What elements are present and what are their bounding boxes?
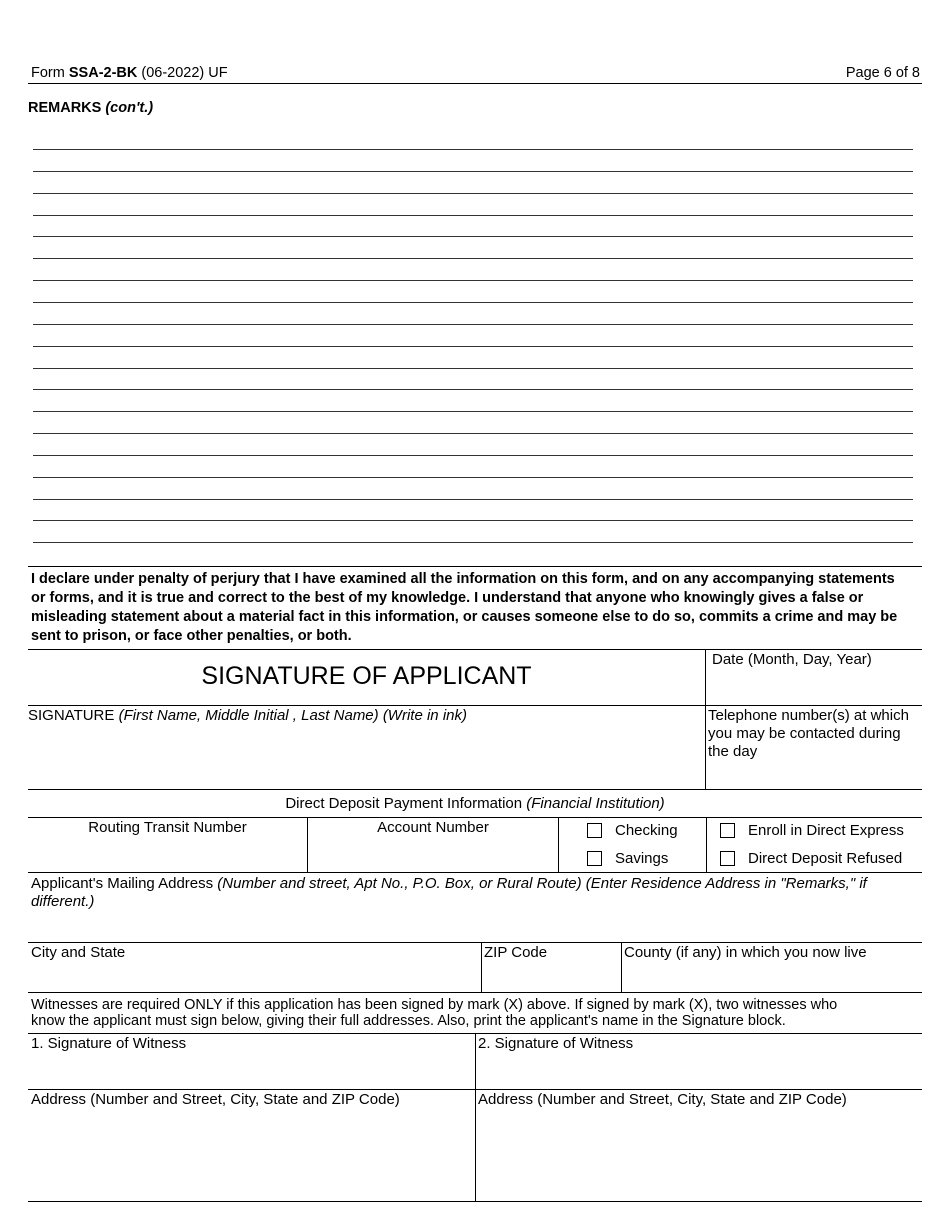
- remarks-cont: (con't.): [105, 100, 154, 116]
- remarks-writing-line[interactable]: [33, 542, 913, 543]
- date-field[interactable]: [706, 650, 921, 704]
- remarks-writing-line[interactable]: [33, 520, 913, 521]
- account-number-label: Account Number: [377, 819, 489, 836]
- remarks-writing-line[interactable]: [33, 171, 913, 172]
- remarks-writing-line[interactable]: [33, 193, 913, 194]
- remarks-heading: [28, 99, 153, 117]
- witness-1-address-label: Address (Number and Street, City, State and ZIP Code): [31, 1091, 400, 1108]
- deposit-header-rule: [28, 817, 922, 818]
- savings-checkbox[interactable]: [587, 851, 602, 866]
- remarks-writing-line[interactable]: [33, 215, 913, 216]
- signature-hint: (First Name, Middle Initial , Last Name) (Write in ink): [118, 707, 467, 724]
- witness-note-line-2: know the applicant must sign below, giving their full addresses. Also, print the applicant's name in the Signature block.: [31, 1013, 786, 1029]
- remarks-writing-line[interactable]: [33, 368, 913, 369]
- witness-2-address-label: Address (Number and Street, City, State and ZIP Code): [478, 1091, 847, 1108]
- direct-express-label: Enroll in Direct Express: [748, 822, 904, 839]
- address-rule: [28, 942, 922, 943]
- remarks-label: REMARKS: [28, 100, 102, 116]
- city-state-label: City and State: [31, 944, 126, 961]
- remarks-writing-line[interactable]: [33, 411, 913, 412]
- zip-code-field[interactable]: [482, 963, 620, 991]
- witness-note: [31, 997, 919, 1029]
- direct-deposit-title: [28, 795, 922, 813]
- remarks-writing-line[interactable]: [33, 455, 913, 456]
- remarks-writing-line[interactable]: [33, 302, 913, 303]
- witness-note-line-1: Witnesses are required ONLY if this application has been signed by mark (X) above. If signed by mark (X), two witnesses who: [31, 997, 838, 1013]
- checking-label: Checking: [615, 822, 678, 839]
- mailing-address-hint: (Number and street, Apt No., P.O. Box, or Rural Route) (Enter Residence Address in "Remarks," if different.): [31, 875, 867, 910]
- date-field-label: Date (Month, Day, Year): [712, 651, 872, 668]
- witness-mid-rule: [28, 1089, 922, 1090]
- witness-2-signature-field[interactable]: [476, 1054, 921, 1088]
- mailing-address-field[interactable]: [29, 912, 921, 942]
- remarks-writing-line[interactable]: [33, 280, 913, 281]
- witness-1-signature-label: 1. Signature of Witness: [31, 1035, 187, 1052]
- remarks-writing-line[interactable]: [33, 499, 913, 500]
- mailing-address-label-text: Applicant's Mailing Address: [31, 875, 214, 892]
- header-divider: [28, 83, 922, 84]
- remarks-writing-line[interactable]: [33, 258, 913, 259]
- form-id: SSA-2-BK: [68, 65, 138, 81]
- signature-field-label: [28, 707, 467, 725]
- signature-title: SIGNATURE OF APPLICANT: [201, 662, 532, 690]
- routing-number-label: Routing Transit Number: [88, 819, 247, 836]
- county-label: County (if any) in which you now live: [624, 944, 867, 961]
- city-state-field[interactable]: [29, 963, 480, 991]
- deposit-divider-2: [558, 817, 559, 872]
- deposit-refused-checkbox[interactable]: [720, 851, 735, 866]
- account-number-field[interactable]: [309, 838, 557, 871]
- telephone-field-label: Telephone number(s) at which you may be contacted during the day: [708, 707, 909, 760]
- witness-2-signature-label: 2. Signature of Witness: [478, 1035, 634, 1052]
- routing-number-field[interactable]: [29, 838, 306, 871]
- witness-1-signature-field[interactable]: [29, 1054, 474, 1088]
- direct-deposit-title-hint: (Financial Institution): [526, 795, 665, 812]
- savings-label: Savings: [615, 850, 669, 867]
- form-number: [31, 64, 228, 82]
- signature-mid-rule: [28, 705, 922, 706]
- form-prefix: Form: [31, 65, 65, 81]
- form-edition: (06-2022) UF: [141, 65, 228, 81]
- page-number: Page 6 of 8: [845, 65, 920, 81]
- signature-label: SIGNATURE: [28, 707, 115, 724]
- remarks-writing-line[interactable]: [33, 149, 913, 150]
- county-field[interactable]: [622, 963, 921, 991]
- city-bottom-rule: [28, 992, 922, 993]
- witness-2-address-field[interactable]: [476, 1110, 921, 1200]
- checking-checkbox[interactable]: [587, 823, 602, 838]
- telephone-field[interactable]: [706, 765, 921, 788]
- witness-bottom-rule: [28, 1201, 922, 1202]
- direct-express-checkbox[interactable]: [720, 823, 735, 838]
- remarks-writing-line[interactable]: [33, 346, 913, 347]
- signature-bottom-rule: [28, 789, 922, 790]
- witness-1-address-field[interactable]: [29, 1110, 474, 1200]
- direct-deposit-title-text: Direct Deposit Payment Information: [285, 795, 523, 812]
- signature-field[interactable]: [28, 727, 704, 787]
- deposit-divider-3: [706, 817, 707, 872]
- remarks-writing-line[interactable]: [33, 389, 913, 390]
- deposit-refused-label: Direct Deposit Refused: [748, 850, 903, 867]
- deposit-bottom-rule: [28, 872, 922, 873]
- remarks-writing-line[interactable]: [33, 236, 913, 237]
- perjury-declaration: I declare under penalty of perjury that I have examined all the information on this form, and on any accompanying statements or forms, and it is true and correct to the best of my knowledge. I understand that anyone who knowingly gives a false or misleading statement about a material fact in this information, or causes someone else to do so, commits a crime and may be sent to prison, or face other penalties, or both.: [31, 571, 898, 644]
- zip-code-label: ZIP Code: [484, 944, 548, 961]
- declaration-top-rule: [28, 566, 922, 567]
- mailing-address-label: [31, 875, 916, 911]
- remarks-writing-line[interactable]: [33, 433, 913, 434]
- remarks-writing-line[interactable]: [33, 477, 913, 478]
- remarks-writing-line[interactable]: [33, 324, 913, 325]
